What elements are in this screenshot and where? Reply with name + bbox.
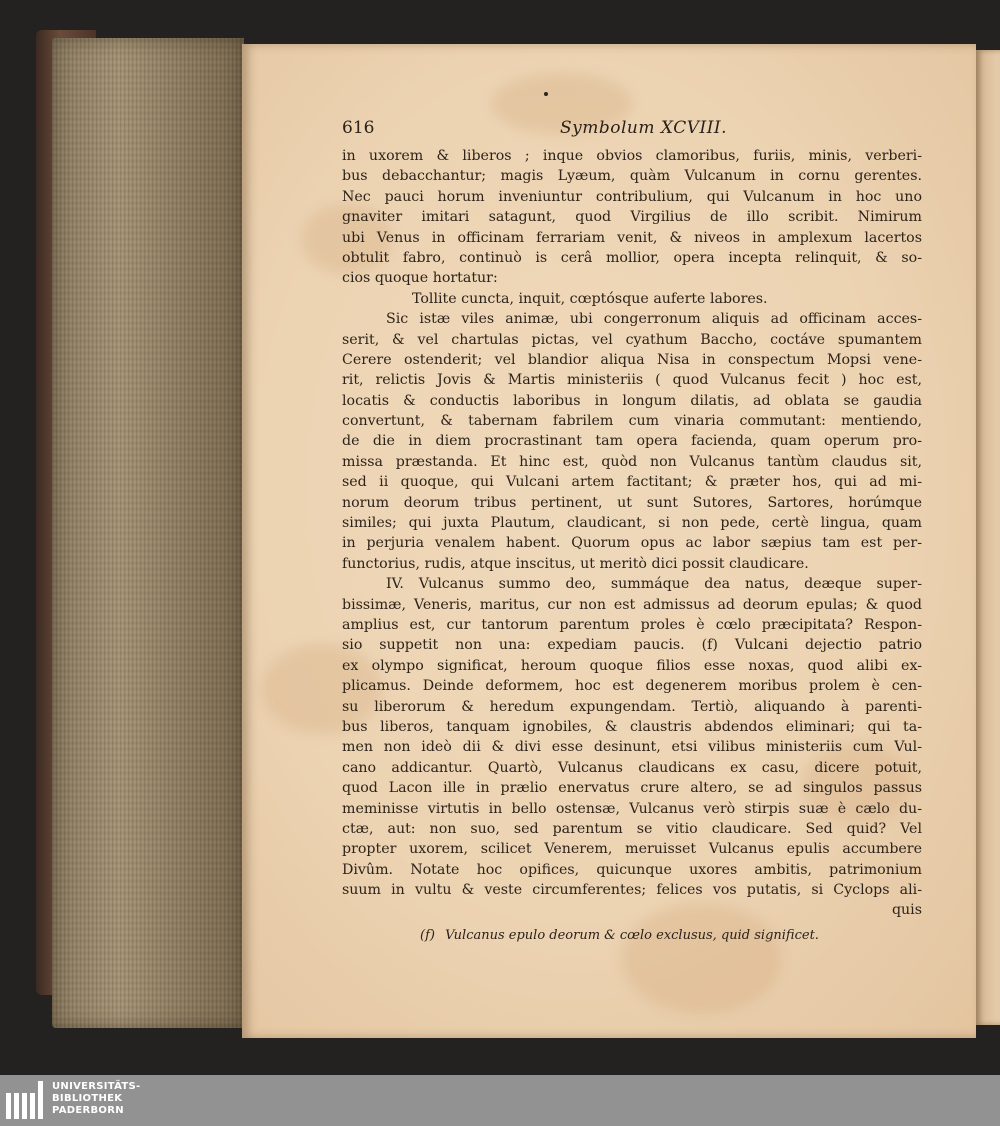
page-edges: [52, 38, 244, 1028]
text-line: meminisse virtutis in bello ostensæ, Vulcanus verò stirpis suæ è cælo du-: [342, 800, 922, 817]
verse-quote: Tollite cuncta, inquit, cœptósque auferte labores.: [412, 290, 768, 307]
text-line: IV. Vulcanus summo deo, summáque dea natus, deæque super-: [386, 576, 922, 593]
text-line: Nec pauci horum inveniuntur contribulium, qui Vulcanum in hoc uno: [342, 188, 922, 205]
text-line: men non ideò dii & divi esse desinunt, etsi vilibus ministeriis cum Vul-: [342, 739, 922, 756]
text-line: quod Lacon ille in prælio enervatus crure altero, se ad singulos passus: [342, 780, 922, 797]
text-line: sio suppetit non una: expediam paucis. (f) Vulcani dejectio patrio: [342, 637, 922, 654]
footnote: [420, 928, 920, 943]
facing-page-edge: [976, 50, 1000, 1025]
text-line: plicamus. Deinde deformem, hoc est degenerem moribus prolem è cen-: [342, 678, 922, 695]
library-name-line: BIBLIOTHEK: [52, 1093, 123, 1104]
page-header: [342, 118, 922, 142]
text-line: bus debacchantur; magis Lyæum, quàm Vulcanum in cornu gerentes.: [342, 168, 922, 185]
text-line: amplius est, cur tantorum parentum proles è cœlo præcipitata? Respon-: [342, 616, 922, 633]
text-line: obtulit fabro, continuò is cerâ mollior, opera incepta relinquit, & so-: [342, 249, 922, 266]
library-name-line: UNIVERSITÄTS-: [52, 1081, 141, 1092]
text-line: cios quoque hortatur:: [342, 270, 498, 287]
text-line: bissimæ, Veneris, maritus, cur non est admissus ad deorum epulas; & quod: [342, 596, 922, 613]
text-line: sed ii quoque, qui Vulcani artem factitant; & præter hos, qui ad mi-: [342, 474, 922, 491]
running-head: Symbolum XCVIII.: [560, 118, 728, 138]
library-banner: [0, 1075, 1000, 1126]
text-line: ubi Venus in officinam ferrariam venit, & niveos in amplexum lacertos: [342, 229, 922, 246]
text-line: Cerere ostenderit; vel blandior aliqua Nisa in conspectum Mopsi vene-: [342, 351, 922, 368]
text-line: locatis & conductis laboribus in longum dilatis, ad oblata se gaudia: [342, 392, 922, 409]
text-line: ctæ, aut: non suo, sed parentum se vitio claudicare. Sed quid? Vel: [342, 820, 922, 837]
text-line: su liberorum & heredum expungendam. Tertiò, aliquando à parenti-: [342, 698, 922, 715]
text-line: de die in diem procrastinant tam opera facienda, quam operum pro-: [342, 433, 922, 450]
text-line: propter uxorem, scilicet Venerem, meruisset Vulcanus epulis accumbere: [342, 841, 922, 858]
text-line: ex olympo significat, heroum quoque filios esse noxas, quod alibi ex-: [342, 657, 922, 674]
library-name-line: PADERBORN: [52, 1105, 124, 1116]
body-text: [342, 146, 922, 921]
text-line: gnaviter imitari satagunt, quod Virgilius de illo scribit. Nimirum: [342, 209, 922, 226]
text-line: serit, & vel chartulas pictas, vel cyathum Baccho, coctáve spumantem: [342, 331, 922, 348]
text-line: suum in vultu & veste circumferentes; felices vos putatis, si Cyclops ali-: [342, 882, 922, 899]
library-logo-icon: [6, 1081, 46, 1119]
text-line: rit, relictis Jovis & Martis ministeriis ( quod Vulcanus fecit ) hoc est,: [342, 372, 922, 389]
ink-dot: [544, 92, 548, 96]
text-line: functorius, rudis, atque inscitus, ut meritò dici possit claudicare.: [342, 555, 809, 572]
text-line: cano addicantur. Quartò, Vulcanus claudicans ex casu, dicere potuit,: [342, 759, 922, 776]
text-line: bus liberos, tanquam ignobiles, & claustris abdendos eliminari; qui ta-: [342, 718, 922, 735]
footnote-text: Vulcanus epulo deorum & cœlo exclusus, quid significet.: [445, 928, 819, 943]
text-line: in perjuria venalem habent. Quorum opus ac labor sæpius tam est per-: [342, 535, 922, 552]
text-line: Divûm. Notate hoc opifices, quicunque uxores ambitis, patrimonium: [342, 861, 922, 878]
text-line: Sic istæ viles animæ, ubi congerronum aliquis ad officinam acces-: [386, 311, 922, 328]
text-line: norum deorum tribus pertinent, ut sunt Sutores, Sartores, horúmque: [342, 494, 922, 511]
text-line: similes; qui juxta Plautum, claudicant, si non pede, certè lingua, quam: [342, 515, 922, 532]
footnote-marker: (f): [420, 928, 435, 943]
page-number: 616: [342, 118, 375, 138]
text-line: in uxorem & liberos ; inque obvios clamoribus, furiis, minis, verberi-: [342, 148, 922, 164]
text-line: missa præstanda. Et hinc est, quòd non Vulcanus tantùm claudus sit,: [342, 453, 922, 470]
catchword: quis: [891, 902, 922, 919]
library-name: [52, 1081, 141, 1117]
text-line: convertunt, & tabernam fabrilem cum vinaria commutant: mentiendo,: [342, 413, 922, 430]
